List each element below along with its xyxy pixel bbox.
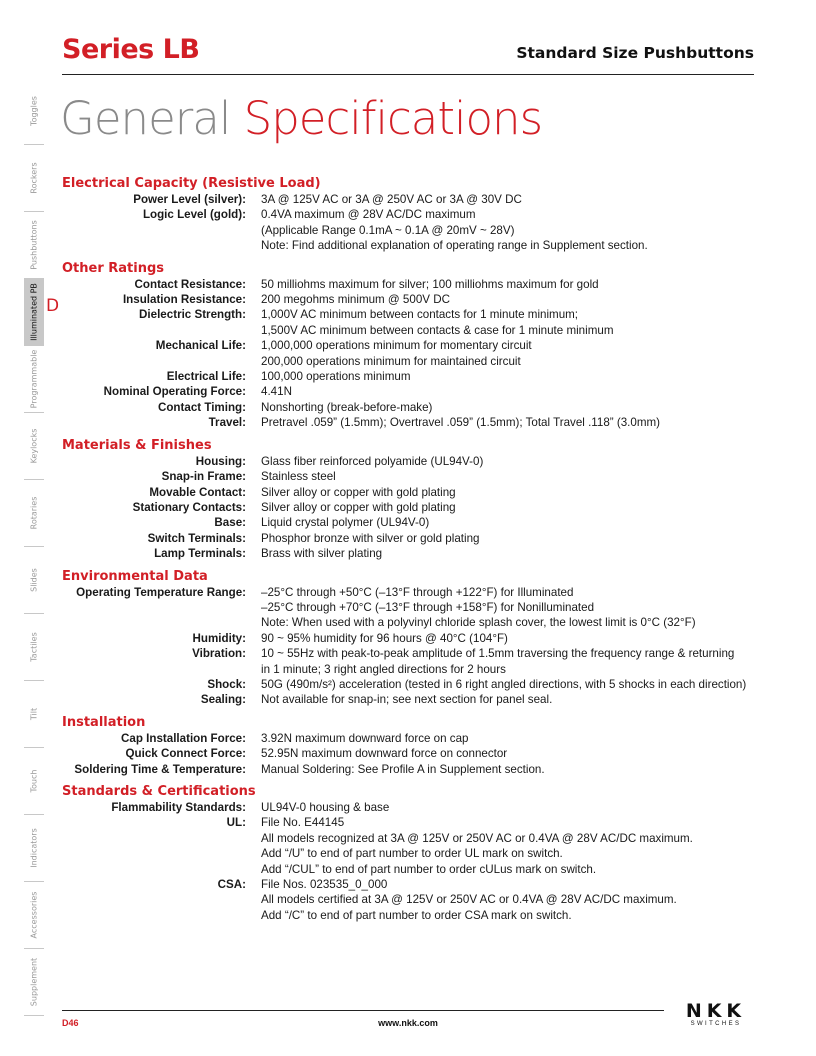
spec-label: Housing: xyxy=(195,454,246,468)
spec-value-line: 10 ~ 55Hz with peak-to-peak amplitude of 1.5mm traversing the frequency range & returning xyxy=(261,647,735,661)
spec-value-line: Stainless steel xyxy=(261,470,336,484)
spec-value-line: Note: Find additional explanation of operating range in Supplement section. xyxy=(261,239,648,253)
spec-label: Logic Level (gold): xyxy=(142,208,246,222)
tab-rockers[interactable] xyxy=(24,145,44,212)
footer-divider xyxy=(62,1010,664,1011)
header-divider xyxy=(62,74,754,75)
tab-toggles[interactable] xyxy=(24,78,44,145)
nkk-logo xyxy=(676,1000,756,1030)
spec-value-line: Glass fiber reinforced polyamide (UL94V-0) xyxy=(261,454,484,468)
spec-value xyxy=(246,646,762,677)
logo-subtext: SWITCHES xyxy=(690,1021,742,1027)
spec-label: Sealing: xyxy=(200,693,246,707)
spec-row xyxy=(62,469,762,484)
spec-value-line: 200,000 operations minimum for maintained circuit xyxy=(261,354,521,368)
tab-label: Rotaries xyxy=(29,496,39,530)
spec-value xyxy=(246,500,762,515)
spec-value-line: 50G (490m/s²) acceleration (tested in 6 right angled directions, with 5 shocks in each direction) xyxy=(261,677,747,691)
spec-label: Flammability Standards: xyxy=(111,801,246,814)
section-tabs xyxy=(24,78,44,1018)
spec-row xyxy=(62,531,762,546)
spec-label: Travel: xyxy=(208,416,246,430)
spec-label: Nominal Operating Force: xyxy=(103,385,246,399)
tab-touch[interactable] xyxy=(24,748,44,815)
tab-label: Tilt xyxy=(29,707,39,721)
spec-value-line: Phosphor bronze with silver or gold plating xyxy=(261,531,480,545)
spec-row xyxy=(62,338,762,369)
spec-label: Operating Temperature Range: xyxy=(76,585,246,599)
spec-value xyxy=(246,731,762,746)
spec-value xyxy=(246,400,762,415)
spec-value-line: 1,000V AC minimum between contacts for 1 minute minimum; xyxy=(261,308,579,322)
page-heading xyxy=(60,92,543,145)
tab-label: Slides xyxy=(29,568,39,592)
spec-section xyxy=(62,569,762,708)
tab-illuminated-pb[interactable] xyxy=(24,279,44,346)
spec-value-line: File Nos. 023535_0_000 xyxy=(261,878,388,892)
spec-row xyxy=(62,292,762,307)
section-title: Materials & Finishes xyxy=(62,437,212,453)
tab-rotaries[interactable] xyxy=(24,480,44,547)
website-url[interactable]: www.nkk.com xyxy=(378,1018,438,1028)
tab-label: Toggles xyxy=(29,96,39,126)
spec-value xyxy=(246,746,762,761)
spec-label: Insulation Resistance: xyxy=(122,293,246,307)
section-title: Electrical Capacity (Resistive Load) xyxy=(62,176,321,191)
spec-value-line: 1,000,000 operations minimum for momentary circuit xyxy=(261,339,532,353)
specifications-body xyxy=(62,176,762,930)
spec-value xyxy=(246,877,762,923)
spec-value-line: 52.95N maximum downward force on connector xyxy=(261,747,508,761)
spec-row xyxy=(62,415,762,430)
spec-value-line: Silver alloy or copper with gold plating xyxy=(261,500,456,514)
tab-keylocks[interactable] xyxy=(24,413,44,480)
section-title: Installation xyxy=(62,714,146,730)
spec-value-line: Silver alloy or copper with gold plating xyxy=(261,485,456,499)
tab-label: Programmable xyxy=(29,349,39,409)
spec-row xyxy=(62,546,762,561)
spec-row xyxy=(62,307,762,338)
spec-value xyxy=(246,369,762,384)
tab-slides[interactable] xyxy=(24,547,44,614)
spec-row xyxy=(62,585,762,631)
tab-accessories[interactable] xyxy=(24,882,44,949)
section-title: Environmental Data xyxy=(62,568,208,584)
tab-label: Accessories xyxy=(29,891,39,939)
spec-value xyxy=(246,307,762,338)
spec-value xyxy=(246,338,762,369)
spec-value-line: 3A @ 125V AC or 3A @ 250V AC or 3A @ 30V DC xyxy=(261,193,522,206)
spec-label: Lamp Terminals: xyxy=(154,547,246,561)
spec-value xyxy=(246,454,762,469)
spec-label: Movable Contact: xyxy=(149,485,246,499)
spec-section xyxy=(62,438,762,562)
spec-value xyxy=(246,531,762,546)
page-number: D46 xyxy=(62,1018,79,1028)
section-letter: D xyxy=(46,296,60,316)
spec-value-line: Brass with silver plating xyxy=(261,547,383,561)
spec-value-line: 100,000 operations minimum xyxy=(261,370,411,384)
spec-row xyxy=(62,500,762,515)
spec-section xyxy=(62,261,762,431)
spec-value xyxy=(246,415,762,430)
spec-row xyxy=(62,677,762,692)
spec-value-line: 200 megohms minimum @ 500V DC xyxy=(261,293,450,307)
spec-row xyxy=(62,400,762,415)
page-heading-red: Specifications xyxy=(243,92,543,145)
spec-label: Contact Resistance: xyxy=(134,277,246,291)
spec-row xyxy=(62,207,762,253)
spec-value-line: 4.41N xyxy=(261,385,292,399)
spec-value-line: Nonshorting (break-before-make) xyxy=(261,400,433,414)
spec-label: Switch Terminals: xyxy=(147,531,246,545)
spec-value-line: 0.4VA maximum @ 28V AC/DC maximum xyxy=(261,208,476,222)
spec-value-line: Note: When used with a polyvinyl chloride splash cover, the lowest limit is 0°C (32°F) xyxy=(261,616,696,630)
spec-value-line: UL94V-0 housing & base xyxy=(261,801,390,814)
spec-value-line: Add “/CUL” to end of part number to order cULus mark on switch. xyxy=(261,862,597,876)
spec-value-line: Manual Soldering: See Profile A in Supplement section. xyxy=(261,762,545,776)
tab-label: Illuminated PB xyxy=(29,283,39,341)
spec-label: Shock: xyxy=(207,677,246,691)
spec-value xyxy=(246,292,762,307)
spec-row xyxy=(62,277,762,292)
spec-row xyxy=(62,384,762,399)
spec-value xyxy=(246,485,762,500)
spec-value xyxy=(246,815,762,877)
tab-label: Keylocks xyxy=(29,428,39,464)
spec-label: Cap Installation Force: xyxy=(121,731,246,745)
spec-value xyxy=(246,692,762,707)
spec-row xyxy=(62,800,762,815)
tab-supplement[interactable] xyxy=(24,949,44,1016)
spec-value-line: Add “/C” to end of part number to order CSA mark on switch. xyxy=(261,908,572,922)
spec-label: Mechanical Life: xyxy=(155,339,246,353)
spec-label: Soldering Time & Temperature: xyxy=(74,762,246,776)
logo-text: NKK xyxy=(685,1000,747,1022)
spec-value-line: 3.92N maximum downward force on cap xyxy=(261,731,469,745)
spec-label: Humidity: xyxy=(192,631,246,645)
tab-tactiles[interactable] xyxy=(24,614,44,681)
spec-label: Quick Connect Force: xyxy=(125,747,246,761)
spec-value xyxy=(246,469,762,484)
spec-label: Stationary Contacts: xyxy=(132,500,246,514)
spec-label: Vibration: xyxy=(192,647,246,661)
spec-value-line: 1,500V AC minimum between contacts & case for 1 minute minimum xyxy=(261,323,614,337)
tab-label: Rockers xyxy=(29,162,39,194)
tab-pushbuttons[interactable] xyxy=(24,212,44,279)
spec-value-line: All models certified at 3A @ 125V or 250V AC or 0.4VA @ 28V AC/DC maximum. xyxy=(261,893,677,907)
spec-row xyxy=(62,746,762,761)
spec-value xyxy=(246,800,762,815)
spec-value-line: 50 milliohms maximum for silver; 100 milliohms maximum for gold xyxy=(261,277,599,291)
series-title: Series LB xyxy=(62,34,200,65)
spec-value-line: File No. E44145 xyxy=(261,816,345,830)
spec-row xyxy=(62,731,762,746)
spec-value-line: –25°C through +70°C (–13°F through +158°F) for Nonilluminated xyxy=(261,600,595,614)
spec-label: Dielectric Strength: xyxy=(139,308,246,322)
spec-value xyxy=(246,585,762,631)
tab-label: Indicators xyxy=(29,828,39,868)
spec-value xyxy=(246,677,762,692)
spec-value-line: All models recognized at 3A @ 125V or 250V AC or 0.4VA @ 28V AC/DC maximum. xyxy=(261,831,693,845)
spec-row xyxy=(62,692,762,707)
tab-label: Touch xyxy=(29,769,39,793)
tab-tilt[interactable] xyxy=(24,681,44,748)
spec-value xyxy=(246,277,762,292)
spec-row xyxy=(62,762,762,777)
spec-value-line: Not available for snap-in; see next section for panel seal. xyxy=(261,693,553,707)
spec-label: Base: xyxy=(214,516,246,530)
spec-value xyxy=(246,546,762,561)
section-title: Other Ratings xyxy=(62,260,165,276)
spec-value xyxy=(246,515,762,530)
spec-label: Contact Timing: xyxy=(157,400,246,414)
spec-value-line: Add “/U” to end of part number to order UL mark on switch. xyxy=(261,847,563,861)
tab-label: Supplement xyxy=(29,957,39,1007)
spec-label: Snap-in Frame: xyxy=(161,470,246,484)
spec-value-line: 90 ~ 95% humidity for 96 hours @ 40°C (104°F) xyxy=(261,631,508,645)
spec-value-line: Pretravel .059” (1.5mm); Overtravel .059” (1.5mm); Total Travel .118” (3.0mm) xyxy=(261,416,661,430)
spec-value xyxy=(246,192,762,207)
spec-row xyxy=(62,631,762,646)
spec-row xyxy=(62,485,762,500)
spec-row xyxy=(62,369,762,384)
spec-label: Electrical Life: xyxy=(166,370,246,384)
tab-label: Pushbuttons xyxy=(29,220,39,270)
spec-row xyxy=(62,515,762,530)
document-title: Standard Size Pushbuttons xyxy=(516,44,754,62)
spec-label: UL: xyxy=(226,816,246,830)
spec-value xyxy=(246,207,762,253)
spec-value xyxy=(246,762,762,777)
tab-indicators[interactable] xyxy=(24,815,44,882)
spec-row xyxy=(62,877,762,923)
tab-programmable[interactable] xyxy=(24,346,44,413)
section-title: Standards & Certifications xyxy=(62,784,256,799)
spec-value xyxy=(246,384,762,399)
spec-row xyxy=(62,192,762,207)
spec-value-line: (Applicable Range 0.1mA ~ 0.1A @ 20mV ~ 28V) xyxy=(261,223,515,237)
spec-label: Power Level (silver): xyxy=(133,193,246,206)
spec-value-line: –25°C through +50°C (–13°F through +122°F) for Illuminated xyxy=(261,585,574,599)
spec-section xyxy=(62,715,762,777)
spec-section xyxy=(62,176,762,254)
spec-row xyxy=(62,815,762,877)
tab-label: Tactiles xyxy=(29,632,39,662)
spec-section xyxy=(62,784,762,923)
spec-row xyxy=(62,454,762,469)
spec-value-line: Liquid crystal polymer (UL94V-0) xyxy=(261,516,430,530)
spec-label: CSA: xyxy=(217,878,246,892)
page-heading-gray: General xyxy=(60,92,231,145)
spec-value-line: in 1 minute; 3 right angled directions for 2 hours xyxy=(261,662,506,676)
spec-row xyxy=(62,646,762,677)
spec-value xyxy=(246,631,762,646)
